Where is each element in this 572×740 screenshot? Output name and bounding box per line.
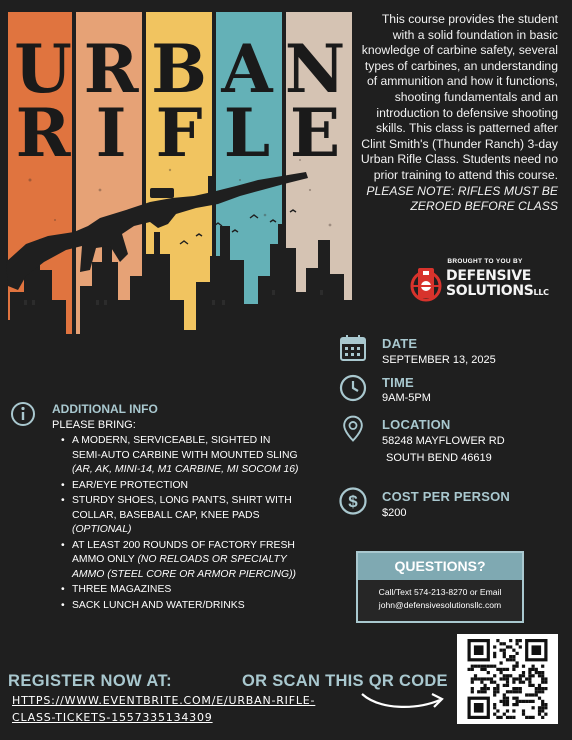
target-icon <box>410 266 442 302</box>
scan-label: OR SCAN THIS QR CODE <box>242 672 448 690</box>
sponsor-suffix: LLC <box>533 288 549 297</box>
additional-info-heading: ADDITIONAL INFO <box>52 402 158 416</box>
date-label: DATE <box>382 336 418 351</box>
item-note: (NO RELOADS OR SPECIALTY AMMO (STEEL CORE OR ARMOR PIERCING)) <box>72 554 296 580</box>
qr-code[interactable] <box>457 634 558 724</box>
link-line2[interactable]: CLASS-TICKETS-1557335134309 <box>12 711 213 724</box>
item-text: AT LEAST 200 ROUNDS OF FACTORY FRESH AMMO ONLY <box>72 539 295 565</box>
item-text: STURDY SHOES, LONG PANTS, SHIRT WITH COLLAR, BASEBALL CAP, KNEE PADS <box>72 495 292 521</box>
location-line2: SOUTH BEND 46619 <box>386 452 492 464</box>
description-body: This course provides the student with a solid foundation in basic knowledge of carbine safety, several types of carbines, an understanding of ammunition and how it functions, shooting fundamentals and an introduction to defensive shooting skills. This class is patterned after Clint Smith's (Thunder Ranch) 3-day Urban Rifle Class. Students need no prior training to attend this course. <box>360 12 558 182</box>
register-label: REGISTER NOW AT: <box>8 672 173 690</box>
item-note: (OPTIONAL) <box>72 524 132 535</box>
title-letter: R <box>15 94 69 172</box>
sponsor-name-line2: SOLUTIONS <box>446 283 534 299</box>
title-artwork <box>0 0 360 392</box>
sponsor-logo <box>410 266 562 302</box>
registration-link[interactable] <box>12 692 342 726</box>
cost-value: $200 <box>382 507 407 519</box>
list-item <box>60 479 300 494</box>
link-line1[interactable]: HTTPS://WWW.EVENTBRITE.COM/E/URBAN-RIFLE- <box>12 694 316 707</box>
item-text: THREE MAGAZINES <box>72 584 172 595</box>
sponsor-name <box>446 269 549 300</box>
dollar-icon <box>338 486 368 516</box>
title-letter: R <box>83 30 137 108</box>
time-value: 9AM-5PM <box>382 392 431 404</box>
title-letter: E <box>289 94 339 172</box>
item-text: SACK LUNCH AND WATER/DRINKS <box>72 599 245 611</box>
qr-code-graphic <box>457 634 558 724</box>
item-text: EAR/EYE PROTECTION <box>72 479 189 491</box>
questions-contact <box>358 586 522 612</box>
zero-note: PLEASE NOTE: RIFLES MUST BE ZEROED BEFORE CLASS <box>366 183 558 214</box>
brought-to-you-by: BROUGHT TO YOU BY <box>447 258 523 265</box>
list-item <box>60 583 300 598</box>
info-icon <box>10 401 36 427</box>
calendar-icon <box>338 333 368 363</box>
questions-heading: QUESTIONS? <box>358 553 522 580</box>
please-bring-label: PLEASE BRING: <box>52 419 136 431</box>
title-letter: N <box>284 30 344 108</box>
bring-list <box>60 434 300 614</box>
location-line1: 58248 MAYFLOWER RD <box>382 435 505 447</box>
arrow-icon <box>360 688 452 712</box>
title-letter: B <box>151 30 205 108</box>
title-letter: L <box>223 94 269 172</box>
course-description <box>360 12 558 215</box>
svg-text:$: $ <box>348 492 358 511</box>
location-label: LOCATION <box>382 417 451 432</box>
list-item <box>60 599 300 614</box>
title-line-rifle <box>8 94 348 172</box>
item-text: A MODERN, SERVICEABLE, SIGHTED IN SEMI-AUTO CARBINE WITH MOUNTED SLING <box>72 435 298 461</box>
item-note: (AR, AK, MINI-14, M1 CARBINE, MI SOCOM 16) <box>72 464 299 475</box>
date-value: SEPTEMBER 13, 2025 <box>382 354 496 366</box>
map-pin-icon <box>338 414 368 444</box>
questions-box <box>356 551 524 623</box>
sponsor-name-line1: DEFENSIVE <box>446 268 532 284</box>
contact-email[interactable]: john@defensivesolutionsllc.com <box>378 600 502 610</box>
cost-label: COST PER PERSON <box>382 489 510 504</box>
title-letter: I <box>95 94 125 172</box>
title-letter: U <box>14 30 70 108</box>
list-item <box>60 494 300 538</box>
list-item <box>60 434 300 478</box>
clock-icon <box>338 373 368 403</box>
contact-phone[interactable]: Call/Text 574-213-8270 or Email <box>378 587 502 597</box>
title-letter: A <box>221 30 271 108</box>
time-label: TIME <box>382 375 414 390</box>
title-letter: F <box>155 94 201 172</box>
list-item <box>60 539 300 583</box>
